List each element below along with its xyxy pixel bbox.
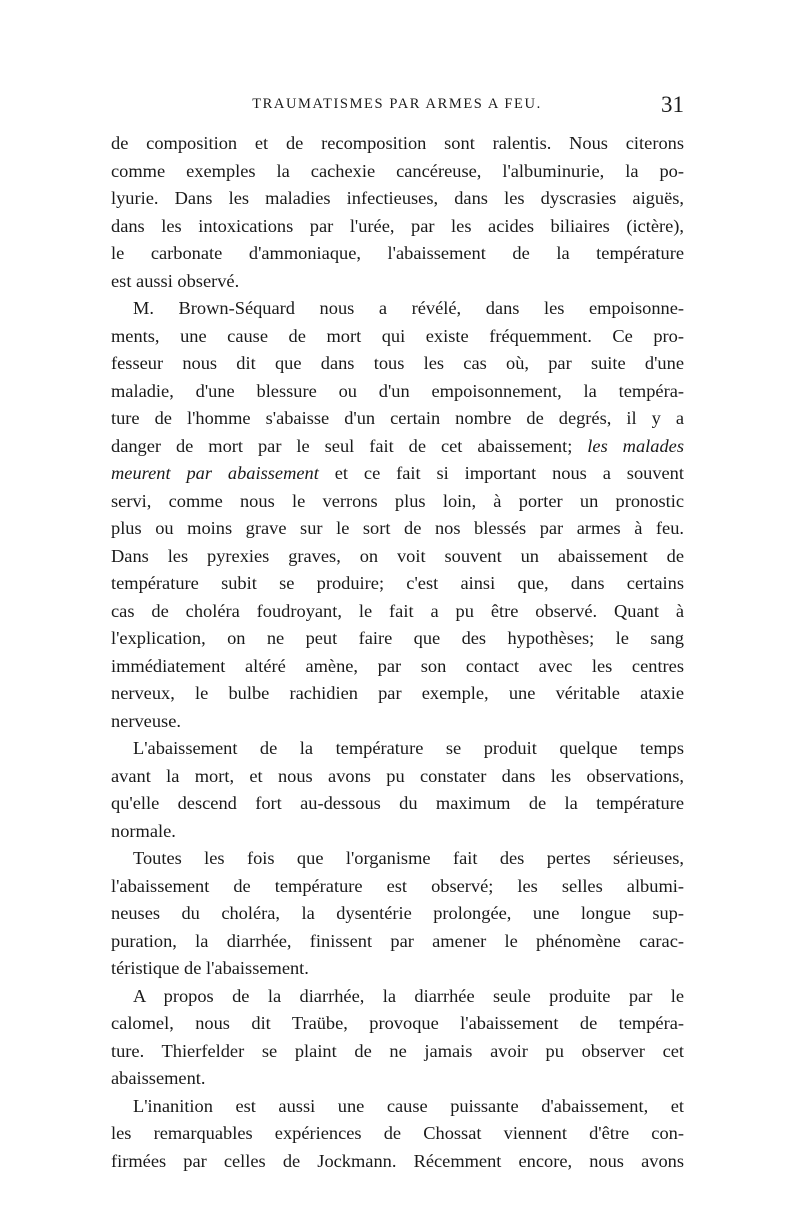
text-line: les remarquables expériences de Chossat viennent d'être con-: [111, 1123, 684, 1143]
running-head: [112, 92, 682, 118]
text-line: A propos de la diarrhée, la diarrhée seule produite par le: [133, 985, 684, 1006]
text-line: l'explication, on ne peut faire que des hypothèses; le sang: [111, 628, 684, 648]
text-line: est aussi observé.: [111, 270, 240, 291]
text-line: normale.: [111, 820, 176, 841]
text-line: firmées par celles de Jockmann. Récemment encore, nous avons: [111, 1150, 684, 1171]
text-line: immédiatement altéré amène, par son contact avec les centres: [111, 655, 684, 676]
page-number: 31: [661, 92, 684, 117]
text-line: l'abaissement de température est observé; les selles albumi-: [111, 875, 684, 896]
running-title: TRAUMATISMES PAR ARMES A FEU.: [252, 96, 542, 112]
text-line-with-italic: [111, 433, 684, 461]
text-line: ture de l'homme s'abaisse d'un certain nombre de degrés, il y a: [111, 408, 684, 428]
text-line: L'inanition est aussi une cause puissante d'abaissement, et: [133, 1095, 684, 1116]
body-text: [111, 130, 684, 1175]
text-line: neuses du choléra, la dysentérie prolongée, une longue sup-: [111, 903, 684, 923]
text-line: maladie, d'une blessure ou d'un empoisonnement, la tempéra-: [111, 380, 684, 401]
text-line: téristique de l'abaissement.: [111, 958, 309, 978]
text-segment: danger de mort par le seul fait de cet abaissement;: [111, 435, 573, 456]
text-line: servi, comme nous le verrons plus loin, à porter un pronostic: [111, 490, 684, 511]
text-line: nerveuse.: [111, 710, 181, 731]
text-line: calomel, nous dit Traübe, provoque l'abaissement de tempéra-: [111, 1013, 684, 1033]
text-line: le carbonate d'ammoniaque, l'abaissement de la température: [111, 243, 684, 263]
text-line: dans les intoxications par l'urée, par les acides biliaires (ictère),: [111, 215, 684, 236]
text-line: fesseur nous dit que dans tous les cas où, par suite d'une: [111, 353, 684, 373]
text-line: L'abaissement de la température se produit quelque temps: [133, 738, 684, 758]
text-line: abaissement.: [111, 1068, 206, 1088]
text-line: ments, une cause de mort qui existe fréquemment. Ce pro-: [111, 325, 684, 346]
text-line-with-italic: [111, 460, 684, 488]
text-line: de composition et de recomposition sont ralentis. Nous citerons: [111, 133, 684, 153]
text-line: M. Brown-Séquard nous a révélé, dans les empoisonne-: [133, 298, 684, 318]
text-line: Toutes les fois que l'organisme fait des pertes sérieuses,: [133, 848, 684, 868]
text-line: lyurie. Dans les maladies infectieuses, dans les dyscrasies aiguës,: [111, 188, 684, 208]
text-line: cas de choléra foudroyant, le fait a pu être observé. Quant à: [111, 600, 684, 621]
text-line: Dans les pyrexies graves, on voit souvent un abaissement de: [111, 545, 684, 566]
italic-phrase: meurent par abaissement: [111, 463, 319, 483]
italic-phrase: les malades: [587, 435, 684, 456]
text-line: plus ou moins grave sur le sort de nos blessés par armes à feu.: [111, 518, 684, 538]
text-line: température subit se produire; c'est ainsi que, dans certains: [111, 573, 684, 593]
text-segment: et ce fait si important nous a souvent: [318, 463, 684, 483]
text-line: qu'elle descend fort au-dessous du maximum de la température: [111, 793, 684, 813]
text-line: avant la mort, et nous avons pu constater dans les observations,: [111, 765, 684, 786]
text-line: comme exemples la cachexie cancéreuse, l'albuminurie, la po-: [111, 160, 684, 181]
text-line: ture. Thierfelder se plaint de ne jamais avoir pu observer cet: [111, 1040, 684, 1061]
text-line: puration, la diarrhée, finissent par amener le phénomène carac-: [111, 930, 684, 951]
text-line: nerveux, le bulbe rachidien par exemple, une véritable ataxie: [111, 683, 684, 703]
